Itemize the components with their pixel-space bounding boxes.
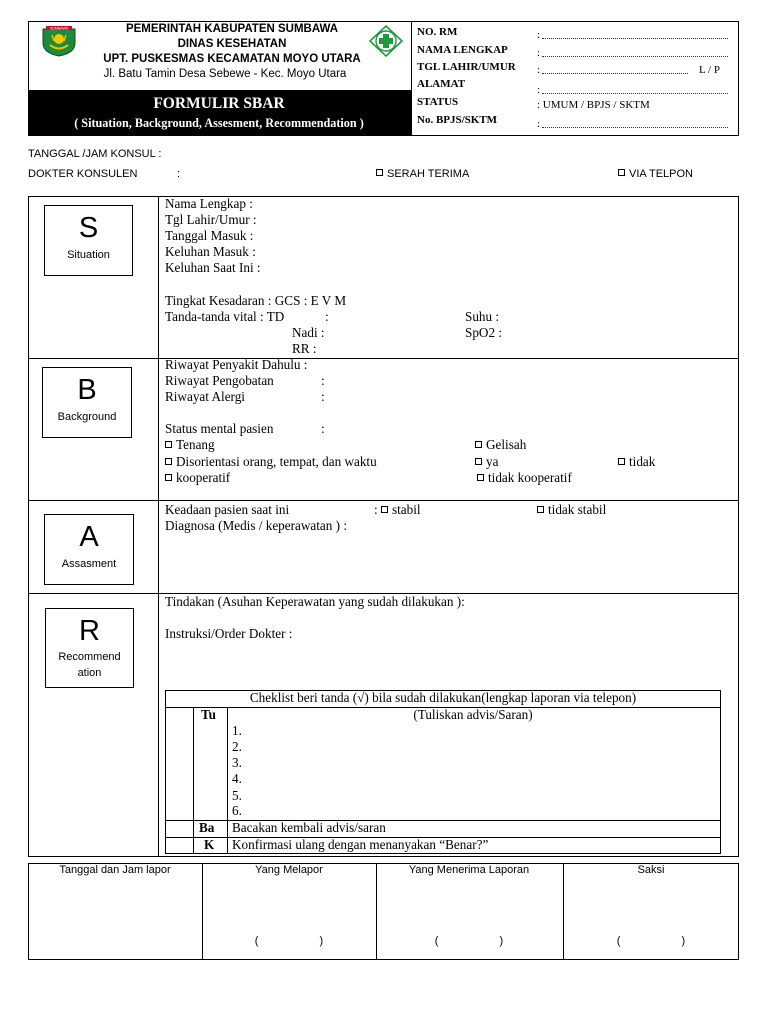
alamat-field[interactable] xyxy=(542,93,728,94)
checklist-text-tu: (Tuliskan advis/Saran) xyxy=(413,707,533,722)
label-alamat: ALAMAT xyxy=(417,78,466,90)
calm-label: Tenang xyxy=(176,437,215,452)
unit-line: UPT. PUSKESMAS KECAMATAN MOYO UTARA xyxy=(103,53,361,65)
b-opt-no[interactable] xyxy=(618,455,655,468)
gender-option[interactable]: L / P xyxy=(699,64,720,76)
b-medication-history: Riwayat Pengobatan xyxy=(165,373,274,388)
label-nama-lengkap: NAMA LENGKAP xyxy=(417,44,508,56)
header-divider xyxy=(411,21,412,136)
recommendation-word-1: Recommend xyxy=(58,651,121,663)
signature-divider-1 xyxy=(202,863,203,960)
signature-witness-name[interactable]: ( ) xyxy=(616,935,686,947)
s-vitals-label: Tanda-tanda vital : TD xyxy=(165,309,285,324)
a-condition-label: Keadaan pasien saat ini xyxy=(165,502,290,517)
signature-receiver-label: Yang Menerima Laporan xyxy=(408,864,530,876)
a-condition-colon[interactable]: : stabil xyxy=(374,502,421,517)
checklist-code-ba: Ba xyxy=(199,820,215,835)
b-past-history: Riwayat Penyakit Dahulu : xyxy=(165,357,308,372)
restless-label: Gelisah xyxy=(486,437,527,452)
label-tgl-lahir: TGL LAHIR/UMUR xyxy=(417,61,516,73)
assessment-word: Assasment xyxy=(61,558,117,570)
sbar-column-divider xyxy=(158,196,159,857)
restless-checkbox[interactable] xyxy=(475,441,482,448)
disoriented-checkbox[interactable] xyxy=(165,458,172,465)
signature-date-label: Tanggal dan Jam lapor xyxy=(59,864,171,876)
yes-checkbox[interactable] xyxy=(475,458,482,465)
s-spo2: SpO2 : xyxy=(465,325,503,340)
background-badge xyxy=(42,367,132,438)
nama-lengkap-field[interactable] xyxy=(542,56,728,57)
checklist-text-ba: Bacakan kembali advis/saran xyxy=(232,820,386,835)
checklist-check-divider xyxy=(193,707,194,854)
uncooperative-checkbox[interactable] xyxy=(477,474,484,481)
value-no-bpjs: : xyxy=(537,118,541,130)
uncooperative-label: tidak kooperatif xyxy=(488,470,572,485)
calm-checkbox[interactable] xyxy=(165,441,172,448)
stable-label: stabil xyxy=(391,502,421,517)
b-opt-restless[interactable] xyxy=(475,438,526,451)
form-subtitle: ( Situation, Background, Assesment, Recommendation ) xyxy=(74,116,364,130)
r-actions: Tindakan (Asuhan Keperawatan yang sudah dilakukan ): xyxy=(165,594,465,609)
s-rr: RR : xyxy=(292,341,317,356)
b-allergy-history: Riwayat Alergi xyxy=(165,389,245,404)
s-current-complaint: Keluhan Saat Ini : xyxy=(165,260,261,275)
assessment-letter: A xyxy=(79,521,99,553)
s-suhu: Suhu : xyxy=(465,309,500,324)
r-instructions: Instruksi/Order Dokter : xyxy=(165,626,293,641)
advice-item-1[interactable]: 1. xyxy=(232,723,242,738)
consult-datetime-label: TANGGAL /JAM KONSUL : xyxy=(28,148,162,160)
yes-label: ya xyxy=(486,454,499,469)
tgl-lahir-field[interactable] xyxy=(542,73,688,74)
a-diagnosis: Diagnosa (Medis / keperawatan ) : xyxy=(165,518,347,533)
checklist-code-tu: Tu xyxy=(201,707,216,722)
handover-label: SERAH TERIMA xyxy=(387,168,470,180)
value-no-rm: : xyxy=(537,29,541,41)
advice-item-5[interactable]: 5. xyxy=(232,788,242,803)
advice-item-3[interactable]: 3. xyxy=(232,755,242,770)
label-status: STATUS xyxy=(417,96,459,108)
signature-receiver-name[interactable]: ( ) xyxy=(434,935,504,947)
sbar-row-divider-s xyxy=(28,358,739,359)
advice-item-6[interactable]: 6. xyxy=(232,803,242,818)
s-dob: Tgl Lahir/Umur : xyxy=(165,212,257,227)
label-no-bpjs: No. BPJS/SKTM xyxy=(417,114,498,126)
s-nadi: Nadi : xyxy=(292,325,325,340)
address-line: Jl. Batu Tamin Desa Sebewe - Kec. Moyo Utara xyxy=(103,68,347,80)
b-medication-colon: : xyxy=(321,373,325,388)
label-no-rm: NO. RM xyxy=(417,26,458,38)
signature-divider-2 xyxy=(376,863,377,960)
unstable-label: tidak stabil xyxy=(548,502,607,517)
doctor-colon: : xyxy=(177,168,181,180)
value-tgl-lahir: : xyxy=(537,64,541,76)
background-word: Background xyxy=(57,411,117,423)
advice-item-2[interactable]: 2. xyxy=(232,739,242,754)
stable-checkbox[interactable] xyxy=(381,506,388,513)
disoriented-label: Disorientasi orang, tempat, dan waktu xyxy=(176,454,377,469)
a-opt-unstable[interactable] xyxy=(537,503,606,516)
no-bpjs-field[interactable] xyxy=(542,127,728,128)
checklist-title: Cheklist beri tanda (√) bila sudah dilakukan(lengkap laporan via telepon) xyxy=(249,690,637,705)
checklist-code-k: K xyxy=(204,837,215,852)
signature-witness-label: Saksi xyxy=(637,864,665,876)
phone-option[interactable] xyxy=(618,169,693,180)
unstable-checkbox[interactable] xyxy=(537,506,544,513)
cooperative-checkbox[interactable] xyxy=(165,474,172,481)
phone-label: VIA TELPON xyxy=(629,168,693,180)
value-status[interactable]: : UMUM / BPJS / SKTM xyxy=(537,99,650,111)
recommendation-word-2: ation xyxy=(77,667,102,679)
recommendation-badge xyxy=(45,608,134,688)
s-consciousness: Tingkat Kesadaran : GCS : E V M xyxy=(165,293,347,308)
agency-line: DINAS KESEHATAN xyxy=(177,38,287,50)
s-name: Nama Lengkap : xyxy=(165,196,253,211)
value-nama-lengkap: : xyxy=(537,47,541,59)
b-opt-yes[interactable] xyxy=(475,455,498,468)
checklist-code-divider xyxy=(227,707,228,854)
situation-letter: S xyxy=(78,212,99,244)
situation-badge xyxy=(44,205,133,276)
handover-option[interactable] xyxy=(376,169,469,180)
value-alamat: : xyxy=(537,84,541,96)
situation-word: Situation xyxy=(67,249,110,261)
phone-checkbox[interactable] xyxy=(618,169,625,176)
no-label: tidak xyxy=(629,454,656,469)
b-mental-status: Status mental pasien xyxy=(165,421,274,436)
b-opt-uncooperative[interactable] xyxy=(477,471,572,484)
s-td-colon: : xyxy=(325,309,329,324)
signature-reporter-label: Yang Melapor xyxy=(255,864,323,876)
s-admit-date: Tanggal Masuk : xyxy=(165,228,254,243)
handover-checkbox[interactable] xyxy=(376,169,383,176)
no-rm-field[interactable] xyxy=(542,38,728,39)
health-cross-logo xyxy=(369,25,403,57)
no-checkbox[interactable] xyxy=(618,458,625,465)
sbar-row-divider-b xyxy=(28,500,739,501)
kabupaten-logo xyxy=(40,25,78,57)
recommendation-letter: R xyxy=(79,615,100,647)
cooperative-label: kooperatif xyxy=(176,470,231,485)
checklist-text-k: Konfirmasi ulang dengan menanyakan “Benar?” xyxy=(232,837,489,852)
b-opt-calm[interactable] xyxy=(165,438,215,451)
b-opt-cooperative[interactable] xyxy=(165,471,230,484)
b-opt-disoriented[interactable] xyxy=(165,455,377,468)
background-letter: B xyxy=(77,374,97,406)
doctor-label: DOKTER KONSULEN xyxy=(28,168,138,180)
assessment-badge xyxy=(44,514,134,585)
b-allergy-colon: : xyxy=(321,389,325,404)
gov-line: PEMERINTAH KABUPATEN SUMBAWA xyxy=(125,23,339,35)
form-title: FORMULIR SBAR xyxy=(153,95,285,112)
signature-reporter-name[interactable]: ( ) xyxy=(254,935,324,947)
advice-item-4[interactable]: 4. xyxy=(232,771,242,786)
s-admit-complaint: Keluhan Masuk : xyxy=(165,244,256,259)
b-mental-colon: : xyxy=(321,421,325,436)
signature-divider-3 xyxy=(563,863,564,960)
logo-text: SUMBAWA xyxy=(49,26,69,31)
